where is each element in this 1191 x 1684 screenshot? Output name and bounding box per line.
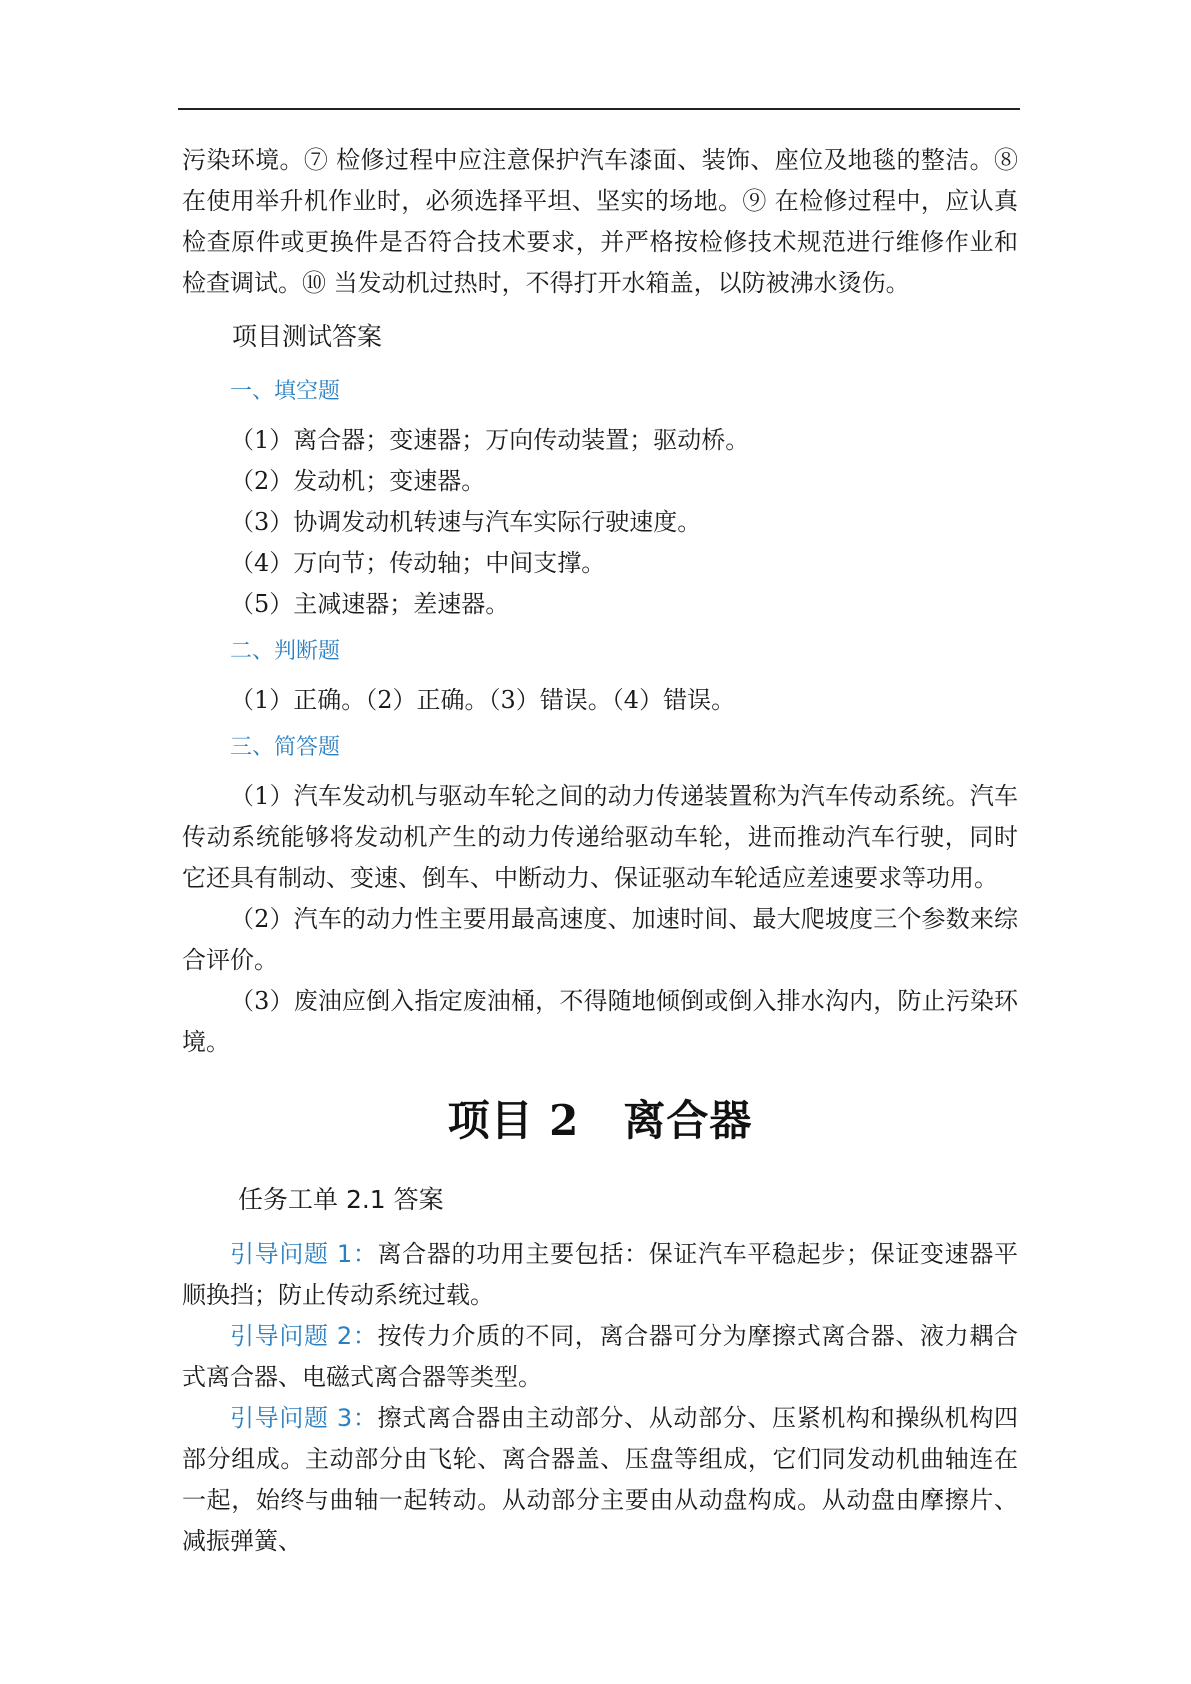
page-content: [182, 140, 1018, 1562]
guide-question-text: 擦式离合器由主动部分、从动部分、压紧机构和操纵机构四部分组成。主动部分由飞轮、离合器盖、压盘等组成，它们同发动机曲轴连在一起，始终与曲轴一起转动。从动部分主要由从动盘构成。从动盘由摩擦片、减振弹簧、: [182, 1404, 1018, 1555]
guide-question: [182, 1234, 1018, 1316]
guide-question-label: 引导问题 2：: [230, 1322, 378, 1350]
short-answer-item: （1）汽车发动机与驱动车轮之间的动力传递装置称为汽车传动系统。汽车传动系统能够将发动机产生的动力传递给驱动车轮，进而推动汽车行驶，同时它还具有制动、变速、倒车、中断动力、保证驱动车轮适应差速要求等功用。: [182, 782, 1018, 892]
guide-question-text: 按传力介质的不同，离合器可分为摩擦式离合器、液力耦合式离合器、电磁式离合器等类型。: [182, 1322, 1018, 1391]
fill-blank-item: （3）协调发动机转速与汽车实际行驶速度。: [230, 508, 702, 536]
fill-blank-item: （2）发动机；变速器。: [230, 467, 486, 495]
guide-question-label: 引导问题 1：: [230, 1240, 378, 1268]
short-answer-heading: 三、简答题: [230, 735, 341, 760]
fill-blank-item: （4）万向节；传动轴；中间支撑。: [230, 549, 606, 577]
task-heading: 任务工单 2.1 答案: [238, 1185, 444, 1214]
project-title: [182, 1091, 1018, 1151]
fill-blank-item: （5）主减速器；差速器。: [230, 590, 510, 618]
project-number: 项目 2: [447, 1096, 580, 1145]
guide-question-text: 离合器的功用主要包括：保证汽车平稳起步；保证变速器平顺换挡；防止传动系统过载。: [182, 1240, 1018, 1309]
judge-heading: 二、判断题: [230, 639, 341, 664]
fill-blank-item: （1）离合器；变速器；万向传动装置；驱动桥。: [230, 426, 750, 454]
short-answer-item: （2）汽车的动力性主要用最高速度、加速时间、最大爬坡度三个参数来综合评价。: [182, 905, 1018, 974]
short-answer-item: （3）废油应倒入指定废油桶，不得随地倾倒或倒入排水沟内，防止污染环境。: [182, 987, 1018, 1056]
guide-question-label: 引导问题 3：: [230, 1404, 378, 1432]
test-answers-title: 项目测试答案: [232, 322, 383, 351]
guide-question: [182, 1316, 1018, 1398]
intro-paragraph: 污染环境。⑦ 检修过程中应注意保护汽车漆面、装饰、座位及地毯的整洁。⑧ 在使用举升机作业时，必须选择平坦、坚实的场地。⑨ 在检修过程中，应认真检查原件或更换件是否符合技术要求，并严格按检修技术规范进行维修作业和检查调试。⑩ 当发动机过热时，不得打开水箱盖，以防被沸水烫伤。: [182, 146, 1018, 297]
judge-item: （1）正确。（2）正确。（3）错误。（4）错误。: [230, 686, 736, 714]
guide-question: [182, 1398, 1018, 1562]
project-name: 离合器: [623, 1096, 753, 1145]
fill-blank-heading: 一、填空题: [230, 379, 341, 404]
header-rule: [178, 108, 1020, 110]
